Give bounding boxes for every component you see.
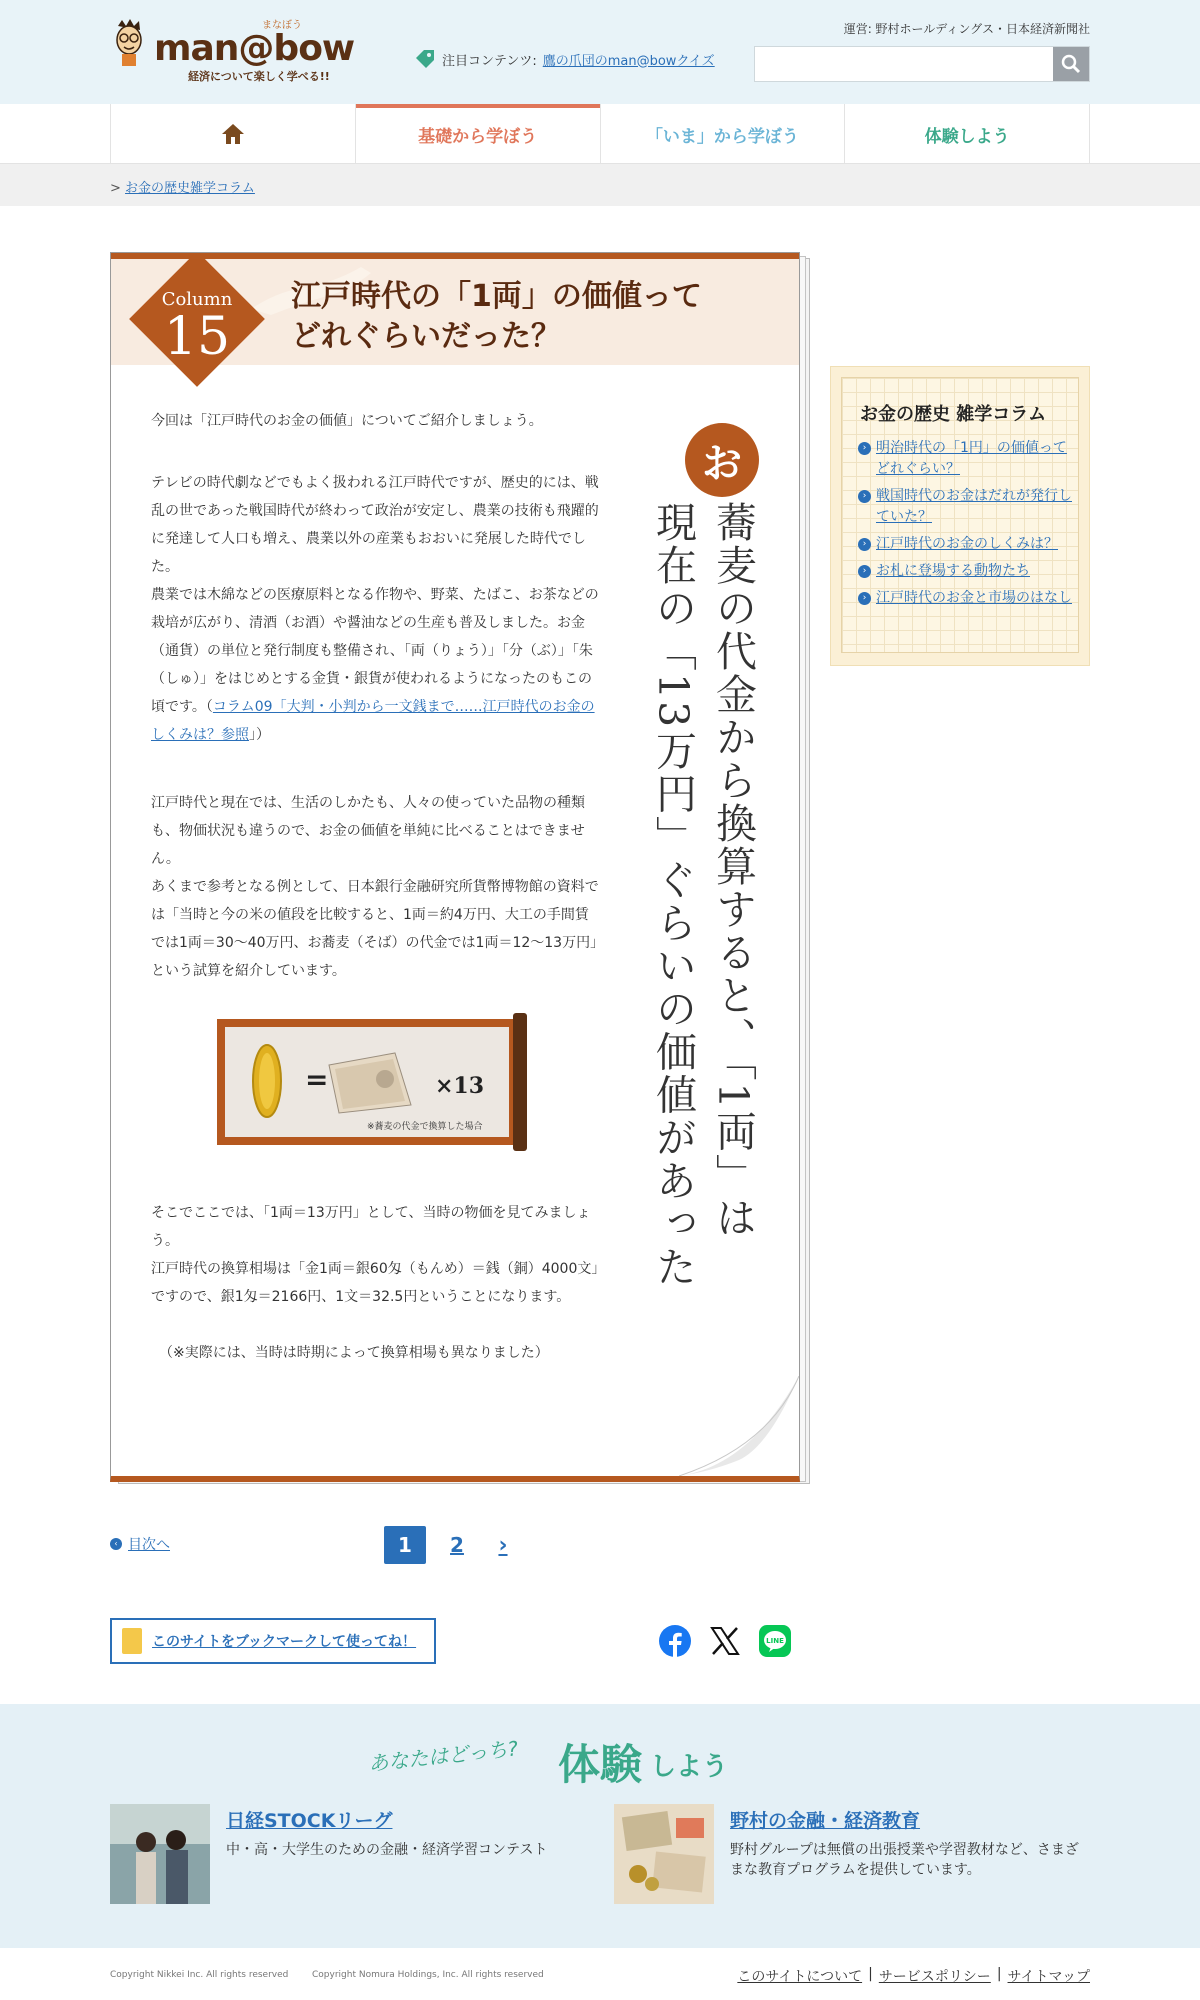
paragraph-conversion: そこでここでは、「1両＝13万円」として、当時の物価を見てみましょう。 xyxy=(151,1205,591,1249)
home-icon xyxy=(221,123,245,145)
summary-line-2: 現在の「13万円」ぐらいの価値があった xyxy=(649,501,697,1289)
sidebar-item xyxy=(858,588,1072,609)
featured-label: 注目コンテンツ: xyxy=(442,53,537,69)
site-footer xyxy=(0,1948,1200,2000)
stockleague-title[interactable]: 日経STOCKリーグ xyxy=(226,1810,393,1832)
x-share-button[interactable] xyxy=(708,1624,742,1658)
summary-line-1: 蕎麦の代金から換算すると、「1両」は xyxy=(709,501,757,1240)
experience-title-small: しよう xyxy=(650,1752,729,1782)
logo-mascot-icon xyxy=(112,18,146,68)
footer-divider: | xyxy=(996,1966,1002,1982)
nav-now[interactable]: 「いま」から学ぼう xyxy=(600,104,845,164)
sidebar-item xyxy=(858,486,1072,528)
back-to-index-label: 目次へ xyxy=(128,1537,170,1553)
image-caption: ※蕎麦の代金で換算した場合 xyxy=(367,1122,483,1132)
search-input[interactable] xyxy=(755,47,1055,81)
featured-content xyxy=(414,48,715,70)
pagination xyxy=(384,1526,518,1564)
breadcrumb-link[interactable]: お金の歴史雑学コラム xyxy=(125,181,255,196)
sidebar-links xyxy=(858,438,1072,615)
site-logo[interactable] xyxy=(110,14,355,86)
paragraph-history: テレビの時代劇などでもよく扱われる江戸時代ですが、歴史的には、戦乱の世であった戦国時代が終わって政治が安定し、農業の技術も飛躍的に発達して人口も増え、農業以外の産業もおおいに発展した時代でした。 xyxy=(151,475,599,575)
koban-conversion-image xyxy=(217,1013,537,1151)
site-header xyxy=(0,0,1200,104)
footer-links xyxy=(737,1966,1090,1986)
experience-card-stockleague[interactable] xyxy=(110,1804,600,1908)
equals-sign: = xyxy=(305,1063,329,1096)
paragraph-intro: 今回は「江戸時代のお金の価値」についてご紹介しましょう。 xyxy=(151,413,543,429)
sidebar-item xyxy=(858,534,1072,555)
back-to-index-link[interactable] xyxy=(110,1534,170,1554)
paragraph-agriculture xyxy=(151,581,601,749)
experience-subheading: あなたはどっち? xyxy=(367,1736,520,1776)
featured-link[interactable]: 鷹の爪団のman@bowクイズ xyxy=(542,53,715,69)
summary-badge: お xyxy=(685,423,759,497)
page-current: 1 xyxy=(384,1526,426,1564)
column-number: 15 xyxy=(163,307,231,367)
paragraph-agriculture-text: 農業では木綿などの医療原料となる作物や、野菜、たばこ、お茶などの栽培が広がり、清酒（お酒）や醤油などの生産も普及しました。お金（通貨）の単位と発行制度も整備され、「両（りょう）」「分（ぶ）」「朱（しゅ）」をはじめとする金貨・銀貨が使われるようになったのもこの頃です。（ xyxy=(151,587,599,715)
nav-home[interactable] xyxy=(110,104,355,164)
social-share xyxy=(658,1624,792,1658)
svg-text:LINE: LINE xyxy=(766,1637,784,1645)
column09-link[interactable]: コラム09「大判・小判から一文銭まで……江戸時代のお金のしくみは？参照 xyxy=(151,699,595,743)
arrow-right-icon: › xyxy=(858,442,871,455)
arrow-right-icon: › xyxy=(858,538,871,551)
sidebar-item xyxy=(858,438,1072,480)
line-share-button[interactable] xyxy=(758,1624,792,1658)
search-button[interactable] xyxy=(1053,47,1089,81)
logo-text: man@bow xyxy=(154,28,355,69)
paragraph-comparison: 江戸時代と現在では、生活のしかたも、人々の使っていた品物の種類も、物価状況も違うので、お金の価値を単純に比べることはできません。 xyxy=(151,795,585,867)
paragraph-agriculture-end: 」） xyxy=(249,727,270,743)
sidebar-item xyxy=(858,561,1072,582)
footer-link-sitemap[interactable]: サイトマップ xyxy=(1007,1969,1090,1985)
column-header xyxy=(111,253,800,365)
page-2-link[interactable]: 2 xyxy=(450,1533,464,1557)
stockleague-desc: 中・高・大学生のための金融・経済学習コンテスト xyxy=(226,1842,548,1858)
nomura-education-photo xyxy=(614,1804,714,1904)
line-icon xyxy=(759,1625,791,1657)
copyright-nomura: Copyright Nomura Holdings, Inc. All rights reserved xyxy=(312,1970,544,1980)
search-icon xyxy=(1061,54,1081,74)
next-page-button[interactable]: › xyxy=(498,1532,508,1558)
sidebar-link-sengoku[interactable]: 戦国時代のお金はだれが発行していた？ xyxy=(876,488,1072,525)
facebook-share-button[interactable] xyxy=(658,1624,692,1658)
bookmark-icon xyxy=(122,1628,142,1654)
logo-ruby: まなぼう xyxy=(262,20,302,31)
bookmark-button[interactable] xyxy=(110,1618,436,1664)
logo-tagline: 経済について楽しく学べる!! xyxy=(188,70,330,83)
nomura-education-desc: 野村グループは無償の出張授業や学習教材など、さまざまな教育プログラムを提供しています。 xyxy=(730,1842,1079,1878)
experience-title: 体験 xyxy=(558,1740,643,1789)
tag-icon xyxy=(414,48,436,70)
arrow-right-icon: › xyxy=(858,490,871,503)
paragraph-rate: 江戸時代の換算相場は「金1両＝銀60匁（もんめ）＝銭（銅）4000文」ですので、銀1匁＝2166円、1文＝32.5円ということになります。 xyxy=(151,1261,599,1305)
arrow-right-icon: › xyxy=(858,592,871,605)
search-box xyxy=(754,46,1090,82)
title-line-2: どれぐらいだった？ xyxy=(291,319,561,354)
bookmark-label: このサイトをブックマークして使ってね！ xyxy=(152,1634,417,1650)
breadcrumb xyxy=(0,164,1200,206)
experience-card-nomura[interactable] xyxy=(614,1804,1104,1908)
summary-vertical xyxy=(643,501,763,1301)
nav-try[interactable]: 体験しよう xyxy=(844,104,1090,164)
nav-basic[interactable]: 基礎から学ぼう xyxy=(355,104,600,164)
sidebar-link-edo-market[interactable]: 江戸時代のお金と市場のはなし xyxy=(876,590,1072,606)
title-line-1: 江戸時代の「1両」の価値って xyxy=(291,279,702,314)
sidebar-link-meiji[interactable]: 明治時代の「1円」の価値ってどれぐらい？ xyxy=(876,440,1067,477)
sidebar-title: お金の歴史 雑学コラム xyxy=(860,404,1047,425)
sidebar-link-edo-system[interactable]: 江戸時代のお金のしくみは？ xyxy=(876,536,1058,552)
paragraph-note: （※実際には、当時は時期によって換算相場も異なりました） xyxy=(159,1345,549,1361)
footer-divider: | xyxy=(868,1966,873,1982)
column-label: Column xyxy=(161,289,233,310)
arrow-left-icon: ‹ xyxy=(110,1538,122,1550)
operator-text: 運営: 野村ホールディングス・日本経済新聞社 xyxy=(843,22,1090,36)
sidebar-column-list xyxy=(830,366,1090,666)
facebook-icon xyxy=(659,1625,691,1657)
x-icon xyxy=(710,1626,740,1656)
breadcrumb-separator: > xyxy=(110,181,121,196)
arrow-right-icon: › xyxy=(858,565,871,578)
main-nav xyxy=(0,104,1200,164)
copyright-nikkei: Copyright Nikkei Inc. All rights reserved xyxy=(110,1970,289,1980)
nomura-education-title[interactable]: 野村の金融・経済教育 xyxy=(730,1810,921,1832)
article-title xyxy=(291,277,781,357)
footer-link-about[interactable]: このサイトについて xyxy=(737,1969,863,1985)
experience-section xyxy=(0,1704,1200,1948)
experience-heading xyxy=(367,1722,848,1789)
footer-link-policy[interactable]: サービスポリシー xyxy=(878,1969,991,1985)
article-card xyxy=(110,252,800,1482)
multiplier-text: ×13 xyxy=(435,1073,485,1099)
sidebar-link-animals[interactable]: お札に登場する動物たち xyxy=(876,563,1030,579)
paragraph-reference: あくまで参考となる例として、日本銀行金融研究所貨幣博物館の資料では「当時と今の米の値段を比較すると、1両＝約4万円、大工の手間賃では1両＝30〜40万円、お蕎麦（そば）の代金では1両＝12〜13万円」という試算を紹介しています。 xyxy=(151,879,599,979)
page-curl-icon xyxy=(679,1376,799,1476)
stockleague-photo xyxy=(110,1804,210,1904)
